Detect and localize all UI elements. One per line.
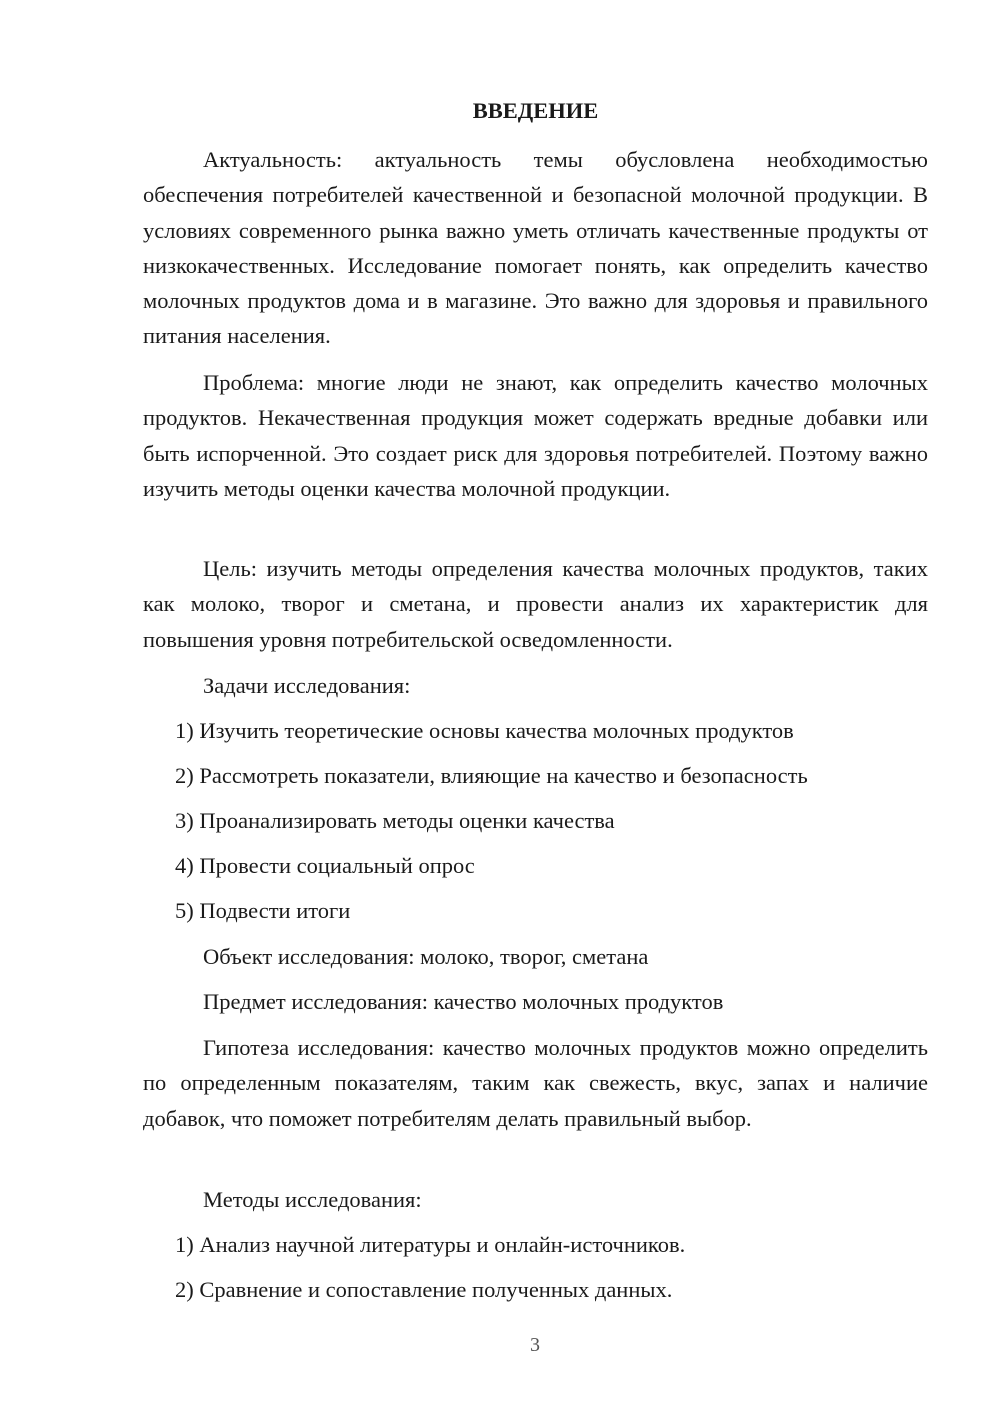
task-item: 1) Изучить теоретические основы качества молочных продуктов: [175, 718, 794, 743]
subject-line: Предмет исследования: качество молочных продуктов: [203, 989, 724, 1014]
object-line: Объект исследования: молоко, творог, сметана: [203, 944, 649, 969]
problem-paragraph: Проблема: многие люди не знают, как определить качество молочных продуктов. Некачественная продукция может содержать вредные добавки или быть испорченной. Это создает риск для здоровья потребителей. Поэтому важно изучить методы оценки качества молочной продукции.: [143, 370, 928, 501]
page-number: 3: [530, 1334, 540, 1356]
method-item: 2) Сравнение и сопоставление полученных данных.: [175, 1277, 673, 1302]
hypothesis-paragraph: Гипотеза исследования: качество молочных продуктов можно определить по определенным показателям, таким как свежесть, вкус, запах и наличие добавок, что поможет потребителям делать правильный выбор.: [143, 1035, 928, 1131]
task-item: 3) Проанализировать методы оценки качества: [175, 808, 615, 833]
relevance-paragraph: Актуальность: актуальность темы обусловлена необходимостью обеспечения потребителей качественной и безопасной молочной продукции. В условиях современного рынка важно уметь отличать качественные продукты от низкокачественных. Исследование помогает понять, как определить качество молочных продуктов дома и в магазине. Это важно для здоровья и правильного питания населения.: [143, 147, 928, 349]
page-title: ВВЕДЕНИЕ: [472, 98, 599, 123]
task-item: 5) Подвести итоги: [175, 898, 351, 923]
goal-paragraph: Цель: изучить методы определения качества молочных продуктов, таких как молоко, творог и сметана, и провести анализ их характеристик для повышения уровня потребительской осведомленности.: [143, 556, 928, 652]
methods-heading: Методы исследования:: [203, 1187, 422, 1212]
task-item: 2) Рассмотреть показатели, влияющие на качество и безопасность: [175, 763, 808, 788]
task-item: 4) Провести социальный опрос: [175, 853, 475, 878]
tasks-heading: Задачи исследования:: [203, 673, 411, 698]
method-item: 1) Анализ научной литературы и онлайн-источников.: [175, 1232, 686, 1257]
